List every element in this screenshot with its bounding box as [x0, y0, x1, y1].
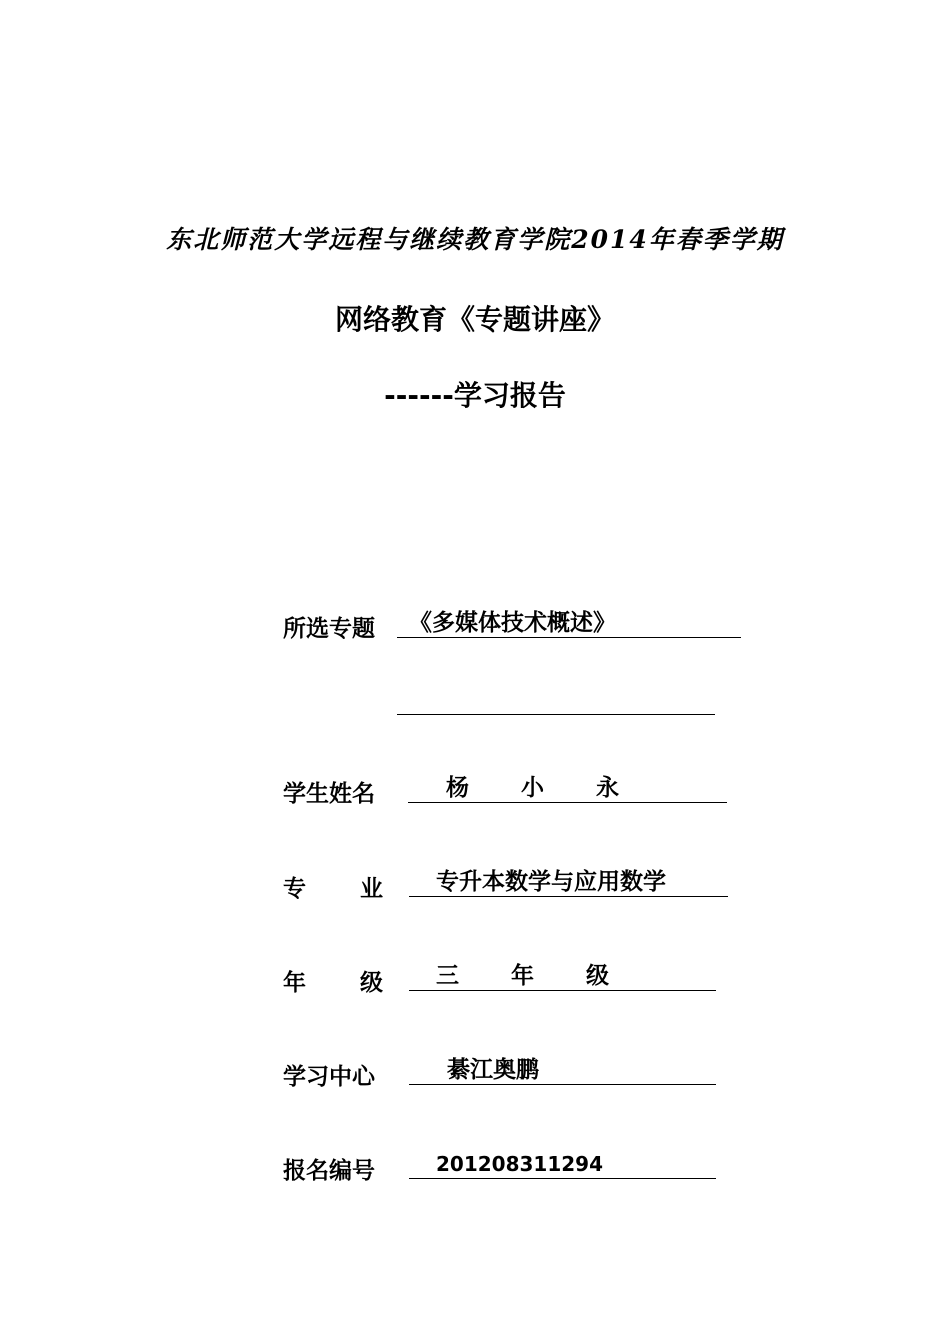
student-name-label: 学生姓名 — [283, 781, 375, 807]
student-name-value: 杨 小 永 — [408, 773, 727, 803]
learning-center-label: 学习中心 — [283, 1064, 375, 1090]
major-value: 专升本数学与应用数学 — [409, 867, 728, 897]
registration-number-label: 报名编号 — [283, 1158, 375, 1184]
topic-blank-line — [397, 685, 715, 715]
major-label-char-2: 业 — [360, 876, 383, 902]
topic-value: 《多媒体技术概述》 — [397, 608, 741, 638]
course-title: 网络教育《专题讲座》 — [334, 303, 615, 336]
registration-number-value: 201208311294 — [409, 1149, 716, 1179]
report-subtitle: ------学习报告 — [384, 379, 566, 412]
institution-title: 东北师范大学远程与继续教育学院2014年春季学期 — [166, 225, 784, 254]
learning-center-value: 綦江奥鹏 — [409, 1055, 716, 1085]
grade-label-char-1: 年 — [283, 970, 306, 996]
major-label-char-1: 专 — [283, 876, 306, 902]
grade-label-char-2: 级 — [360, 970, 383, 996]
grade-value: 三 年 级 — [409, 961, 716, 991]
major-label — [283, 870, 383, 903]
topic-label: 所选专题 — [283, 616, 375, 642]
grade-label — [283, 964, 383, 997]
